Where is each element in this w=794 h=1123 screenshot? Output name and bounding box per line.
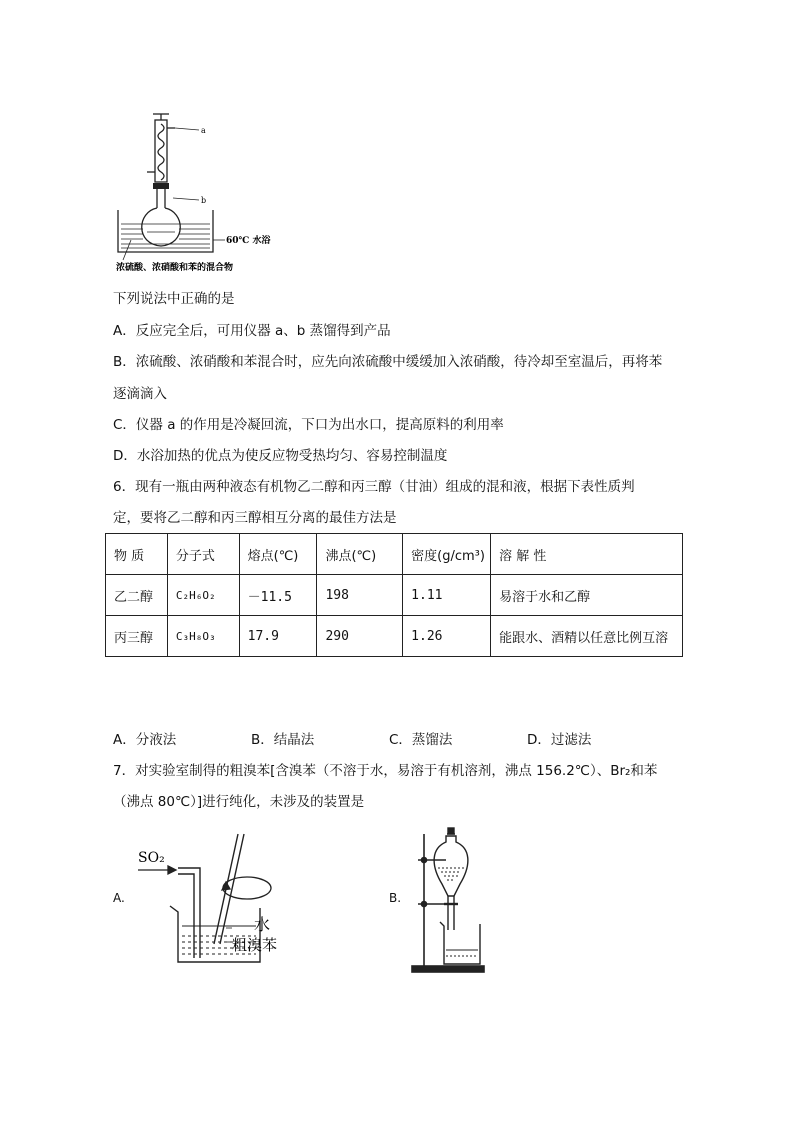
header-cell: 密度(g/cm³) (403, 534, 491, 575)
q7-fig-b-letter: B. (389, 891, 402, 905)
table-cell: 17.9 (239, 616, 317, 657)
header-cell: 沸点(℃) (317, 534, 403, 575)
q6-option-b: B．结晶法 (251, 732, 315, 748)
q6-stem-line2: 定，要将乙二醇和丙三醇相互分离的最佳方法是 (113, 510, 397, 526)
gas-washing-apparatus-figure (134, 832, 304, 972)
table-cell: 198 (317, 575, 403, 616)
gas-arrow (138, 866, 176, 874)
table-cell: 能跟水、酒精以任意比例互溶 (491, 616, 683, 657)
condenser (147, 114, 199, 182)
table-cell: 乙二醇 (106, 575, 168, 616)
figure1-caption: 浓硫酸、浓硝酸和苯的混合物 (116, 263, 234, 273)
q5-option-a: A．反应完全后，可用仪器 a、b 蒸馏得到产品 (113, 323, 391, 339)
water-label: 水 (254, 915, 271, 934)
q5-option-c: C．仪器 a 的作用是冷凝回流，下口为出水口，提高原料的利用率 (113, 417, 504, 433)
table-cell: C₃H₈O₃ (167, 616, 239, 657)
table-header-row (106, 534, 683, 575)
water-bath (118, 210, 225, 260)
q6-stem-line1: 6．现有一瓶由两种液态有机物乙二醇和丙三醇（甘油）组成的混和液，根据下表性质判 (113, 479, 635, 495)
reflux-apparatus-figure (113, 112, 283, 276)
q5-option-d: D．水浴加热的优点为使反应物受热均匀、容易控制温度 (113, 448, 448, 464)
label-a: a (201, 126, 206, 135)
separatory-funnel (434, 828, 468, 930)
stirring-arrow (222, 877, 271, 899)
header-cell: 物 质 (106, 534, 168, 575)
table-cell: 1.11 (403, 575, 491, 616)
q7-fig-a-letter: A. (113, 891, 125, 905)
q6-option-c: C．蒸馏法 (389, 732, 453, 748)
q7-stem-line2: （沸点 80℃）]进行纯化，未涉及的装置是 (113, 794, 365, 810)
header-cell: 熔点(℃) (239, 534, 317, 575)
label-b: b (201, 196, 207, 205)
table-cell: 易溶于水和乙醇 (491, 575, 683, 616)
so2-label: SO₂ (138, 850, 165, 866)
crude-bromobenzene-label: 粗溴苯 (232, 936, 278, 954)
table-cell: 丙三醇 (106, 616, 168, 657)
table-cell: C₂H₆O₂ (167, 575, 239, 616)
table-cell: 290 (317, 616, 403, 657)
table-row (106, 616, 683, 657)
stopper (153, 183, 169, 189)
q5-option-b-line2: 逐滴滴入 (113, 386, 167, 402)
table-cell: －11.5 (239, 575, 317, 616)
table-cell: 1.26 (403, 616, 491, 657)
water-bath-label: 60℃ 水浴 (226, 236, 271, 246)
q5-option-b-line1: B．浓硫酸、浓硝酸和苯混合时，应先向浓硫酸中缓缓加入浓硝酸，待冷却至室温后，再将苯 (113, 354, 663, 370)
q5-stem: 下列说法中正确的是 (113, 291, 235, 307)
receiving-beaker (440, 922, 480, 964)
inlet-tube (178, 868, 200, 958)
properties-table (105, 533, 683, 657)
table-row (106, 575, 683, 616)
round-bottom-flask (142, 189, 199, 246)
separatory-funnel-apparatus-figure (410, 826, 494, 974)
header-cell: 分子式 (167, 534, 239, 575)
q6-option-a: A．分液法 (113, 732, 177, 748)
header-cell: 溶 解 性 (491, 534, 683, 575)
q6-option-d: D．过滤法 (527, 732, 592, 748)
q7-stem-line1: 7．对实验室制得的粗溴苯[含溴苯（不溶于水，易溶于有机溶剂，沸点 156.2℃）、Br₂和苯 (113, 763, 658, 779)
